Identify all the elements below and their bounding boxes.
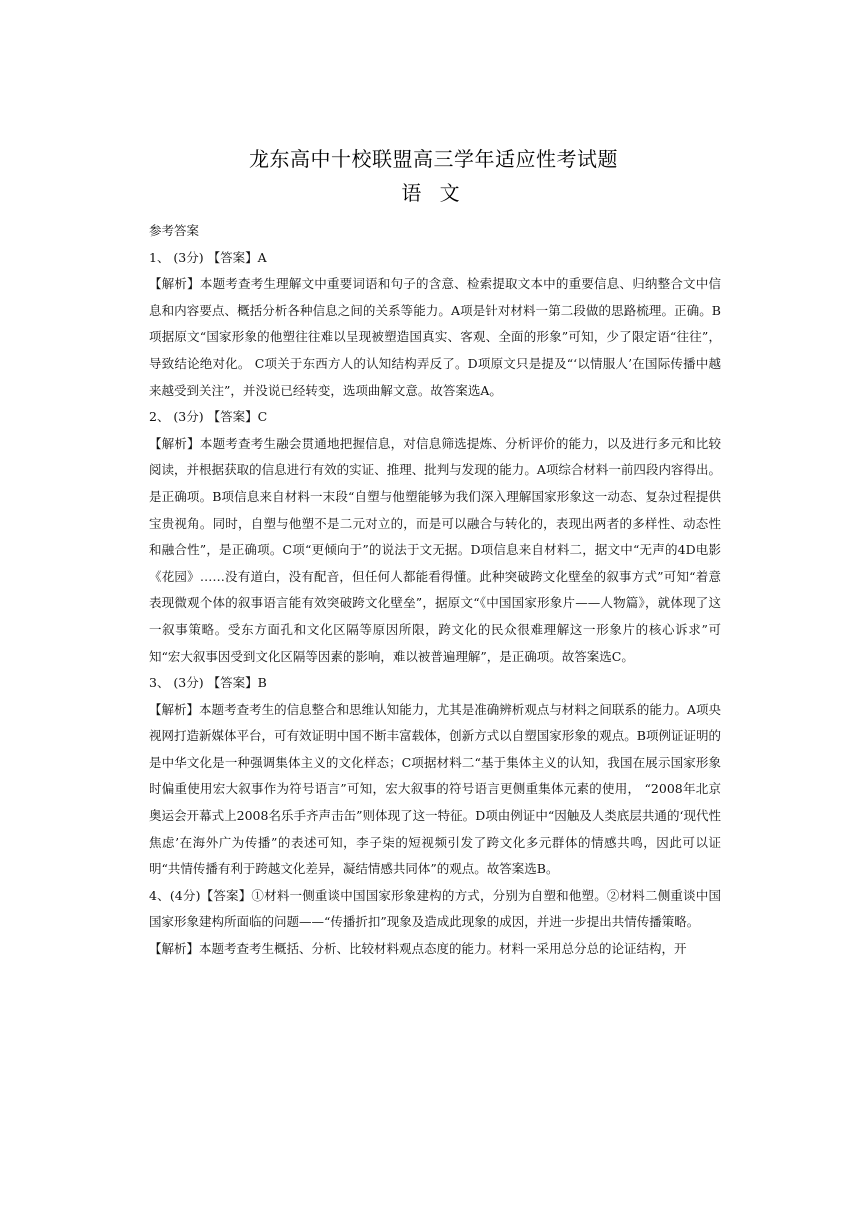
section-label: 参考答案 — [149, 223, 200, 238]
answer-line-2: 2、 (3分) 【答案】C — [149, 409, 268, 425]
answer-line-3: 3、 (3分) 【答案】B — [149, 675, 267, 691]
analysis-1: 【解析】本题考查考生理解文中重要词语和句子的含意、检索提取文本中的重要信息、归纳整合文中信息和内容要点、概括分析各种信息之间的关系等能力。A项是针对材料一第二段做的思路梳理。正确。B项据原文“国家形象的他塑往往难以呈现被塑造国真实、客观、全面的形象”可知，少了限定语“往往”，导致结论绝对化。 C项关于东西方人的认知结构弄反了。D项原文只是提及“‘以情服人’在国际传播中越来越受到关注”，并没说已经转变，选项曲解文意。故答案选A。 — [149, 276, 721, 398]
analysis-3: 【解析】本题考查考生的信息整合和思维认知能力，尤其是准确辨析观点与材料之间联系的能力。A项央视网打造新媒体平台，可有效证明中国不断丰富载体，创新方式以自塑国家形象的观点。B项例证证明的是中华文化是一种强调集体主义的文化样态；C项据材料二“基于集体主义的认知，我国在展示国家形象时偏重使用宏大叙事作为符号语言”可知，宏大叙事的符号语言更侧重集体元素的使用， “2008年北京奥运会开幕式上2008名乐手齐声击缶”则体现了这一特征。D项由例证中“因触及人类底层共通的‘现代性焦虑’在海外广为传播”的表述可知，李子柒的短视频引发了跨文化多元群体的情感共鸣，因此可以证明“共情传播有利于跨越文化差异，凝结情感共同体”的观点。故答案选B。 — [149, 701, 721, 877]
subject-title: 语 文 — [401, 181, 466, 205]
document-title: 龙东高中十校联盟高三学年适应性考试题 — [249, 147, 618, 171]
analysis-4: 【解析】本题考查考生概括、分析、比较材料观点态度的能力。材料一采用总分总的论证结构，开 — [149, 941, 687, 957]
analysis-2: 【解析】本题考查考生融会贯通地把握信息，对信息筛选提炼、分析评价的能力，以及进行多元和比较阅读，并根据获取的信息进行有效的实证、推理、批判与发现的能力。A项综合材料一前四段内容得出。是正确项。B项信息来自材料一末段“自塑与他塑能够为我们深入理解国家形象这一动态、复杂过程提供宝贵视角。同时，自塑与他塑不是二元对立的，而是可以融合与转化的，表现出两者的多样性、动态性和融合性”，是正确项。C项“更倾向于”的说法于文无据。D项信息来自材料二，据文中“无声的4D电影《花园》……没有道白，没有配音，但任何人都能看得懂。此种突破跨文化壁垒的叙事方式”可知“着意表现微观个体的叙事语言能有效突破跨文化壁垒”，据原文“《中国国家形象片——人物篇》，就体现了这一叙事策略。受东方面孔和文化区隔等原因所限，跨文化的民众很难理解这一形象片的核心诉求”可知“宏大叙事因受到文化区隔等因素的影响，难以被普遍理解”，是正确项。故答案选C。 — [149, 435, 721, 664]
answer-line-4: 4、(4分)【答案】①材料一侧重谈中国国家形象建构的方式，分别为自塑和他塑。②材料二侧重谈中国国家形象建构所面临的问题——“传播折扣”现象及造成此现象的成因，并进一步提出共情传播策略。 — [149, 887, 721, 930]
answer-content — [149, 218, 721, 963]
answer-line-1: 1、 (3分) 【答案】A — [149, 249, 267, 265]
